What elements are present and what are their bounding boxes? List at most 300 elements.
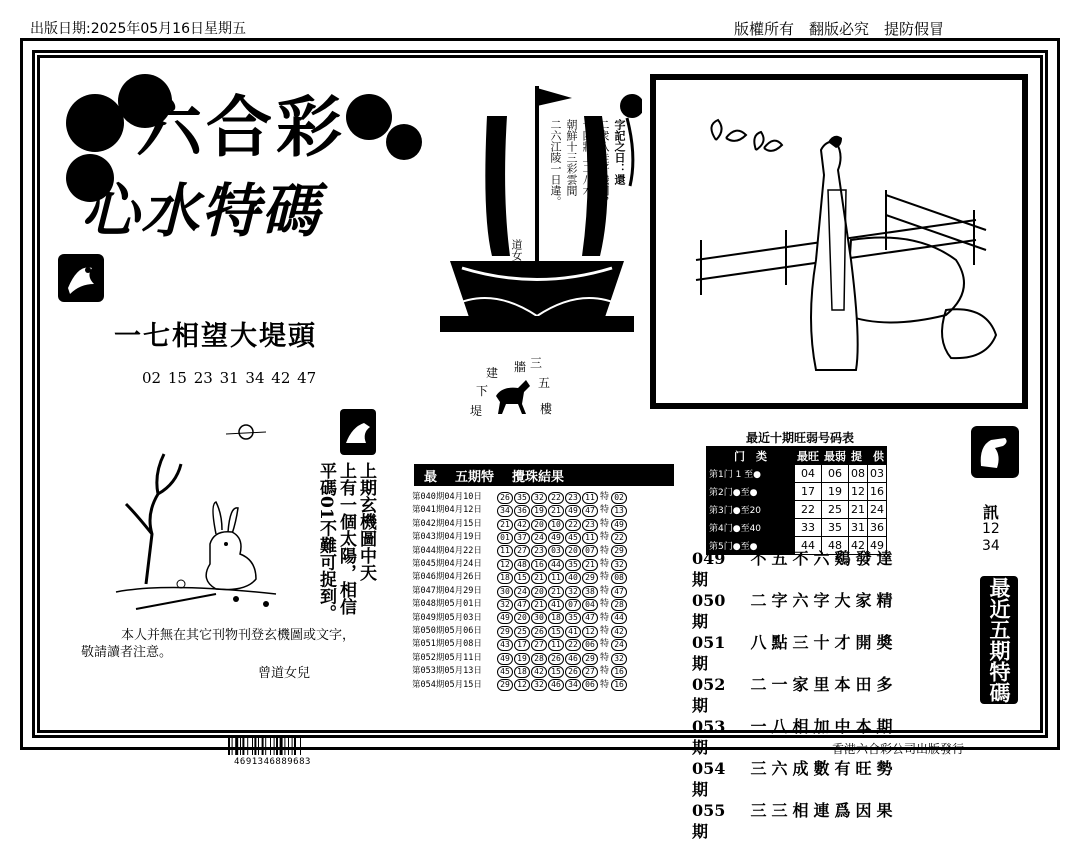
period-row bbox=[692, 674, 895, 716]
special-number: 24 bbox=[611, 639, 627, 651]
special-label: 特 bbox=[600, 652, 610, 663]
period-char: 三 bbox=[792, 633, 809, 652]
period-char: 本 bbox=[855, 717, 872, 736]
period-char: 八 bbox=[750, 633, 767, 652]
hand-icon bbox=[340, 409, 376, 455]
table-row bbox=[707, 519, 887, 537]
period-char: 鷄 bbox=[834, 549, 851, 568]
result-date: 第043期04月19日 bbox=[412, 532, 482, 543]
riddle-char: 樓 bbox=[540, 402, 553, 416]
rabbit-illustration bbox=[106, 414, 306, 614]
special-label: 特 bbox=[600, 559, 610, 570]
result-date: 第048期05月01日 bbox=[412, 599, 482, 610]
riddle-char: 牆 bbox=[514, 360, 527, 374]
ball-number: 21 bbox=[548, 505, 564, 517]
ball-number: 46 bbox=[548, 679, 564, 691]
poem-column: 字記之日：還 bbox=[613, 119, 626, 185]
period-text bbox=[748, 590, 895, 632]
period-char: 三 bbox=[771, 801, 788, 820]
cell-min: 19 bbox=[822, 483, 849, 501]
special-number: 16 bbox=[611, 679, 627, 691]
cell-p1: 12 bbox=[849, 483, 868, 501]
period-char: 不 bbox=[750, 549, 767, 568]
special-label: 特 bbox=[600, 532, 610, 543]
period-char: 十 bbox=[813, 633, 830, 652]
table-header-row bbox=[707, 447, 887, 465]
ball-number: 18 bbox=[548, 612, 564, 624]
period-char: 期 bbox=[876, 717, 893, 736]
results-list bbox=[412, 491, 627, 692]
ball-number: 20 bbox=[565, 545, 581, 557]
ball-number: 10 bbox=[548, 519, 564, 531]
ball-number: 06 bbox=[582, 639, 598, 651]
results-header-part: 攪珠結果 bbox=[512, 469, 565, 485]
ball-number: 21 bbox=[531, 599, 547, 611]
special-label: 特 bbox=[600, 545, 610, 556]
result-row bbox=[412, 665, 627, 678]
ball-number: 35 bbox=[514, 492, 530, 504]
period-char: 才 bbox=[834, 633, 851, 652]
ball-number: 20 bbox=[531, 586, 547, 598]
cell-p2: 36 bbox=[868, 519, 887, 537]
lucky-numbers: 02 15 23 31 34 42 47 bbox=[142, 369, 317, 387]
special-number: 13 bbox=[611, 505, 627, 517]
ball-number: 27 bbox=[582, 666, 598, 678]
side-number: 12 bbox=[982, 521, 1000, 537]
ball-number: 41 bbox=[548, 599, 564, 611]
cell-max: 22 bbox=[795, 501, 822, 519]
ball-number: 49 bbox=[497, 653, 513, 665]
ball-number: 26 bbox=[565, 666, 581, 678]
cell-door: 第4门●至40 bbox=[707, 519, 795, 537]
ball-number: 22 bbox=[565, 639, 581, 651]
ball-number: 11 bbox=[548, 572, 564, 584]
special-label: 特 bbox=[600, 492, 610, 502]
notice bbox=[81, 627, 355, 661]
ball-number: 22 bbox=[565, 519, 581, 531]
period-char: 相 bbox=[792, 717, 809, 736]
table-header: 最弱 bbox=[822, 447, 849, 465]
period-char: 中 bbox=[834, 717, 851, 736]
ball-number: 38 bbox=[582, 586, 598, 598]
ball-number: 47 bbox=[582, 612, 598, 624]
special-label: 特 bbox=[600, 518, 610, 529]
result-row bbox=[412, 504, 627, 517]
ball-number: 30 bbox=[497, 586, 513, 598]
period-row bbox=[692, 590, 895, 632]
results-header-part: 最 bbox=[424, 469, 438, 485]
period-char: 三 bbox=[750, 801, 767, 820]
result-date: 第049期05月03日 bbox=[412, 612, 482, 623]
notice-line: 本人并無在其它刊物刊登玄機圖或文字， bbox=[121, 628, 356, 643]
result-row bbox=[412, 679, 627, 692]
result-row bbox=[412, 545, 627, 558]
cell-p1: 42 bbox=[849, 537, 868, 555]
ball-number: 46 bbox=[565, 653, 581, 665]
result-row bbox=[412, 612, 627, 625]
ball-number: 41 bbox=[565, 626, 581, 638]
result-date: 第051期05月08日 bbox=[412, 639, 482, 650]
ball-number: 26 bbox=[531, 626, 547, 638]
ball-number: 36 bbox=[514, 505, 530, 517]
cell-p2: 24 bbox=[868, 501, 887, 519]
period-char: 不 bbox=[792, 549, 809, 568]
cell-p2: 03 bbox=[868, 465, 887, 483]
ball-number: 49 bbox=[565, 505, 581, 517]
period-row bbox=[692, 632, 895, 674]
table-row bbox=[707, 483, 887, 501]
table-header: 最旺 bbox=[795, 447, 822, 465]
ball-number: 04 bbox=[582, 599, 598, 611]
period-char: 二 bbox=[750, 675, 767, 694]
ball-number: 20 bbox=[514, 612, 530, 624]
period-code: 050期 bbox=[692, 591, 726, 631]
result-row bbox=[412, 638, 627, 651]
period-char: 一 bbox=[771, 675, 788, 694]
cell-min: 25 bbox=[822, 501, 849, 519]
ball-number: 32 bbox=[565, 586, 581, 598]
ball-number: 43 bbox=[497, 639, 513, 651]
period-char: 家 bbox=[792, 675, 809, 694]
special-label: 特 bbox=[600, 639, 610, 650]
ball-number: 49 bbox=[497, 612, 513, 624]
cell-p2: 16 bbox=[868, 483, 887, 501]
period-char: 六 bbox=[771, 759, 788, 778]
period-char: 六 bbox=[792, 591, 809, 610]
period-char: 字 bbox=[813, 591, 830, 610]
period-char: 成 bbox=[792, 759, 809, 778]
ball-number: 44 bbox=[548, 559, 564, 571]
special-label: 特 bbox=[600, 505, 610, 516]
ball-number: 11 bbox=[497, 545, 513, 557]
period-text bbox=[748, 632, 895, 674]
period-code: 053期 bbox=[692, 717, 726, 757]
ball-number: 21 bbox=[497, 519, 513, 531]
riddle-column: 上有一個太陽，相信 bbox=[336, 462, 356, 615]
slogan: 一七相望大堤頭 bbox=[114, 321, 317, 352]
ball-number: 24 bbox=[514, 586, 530, 598]
period-row bbox=[692, 758, 895, 800]
special-number: 49 bbox=[611, 519, 627, 531]
cell-p1: 31 bbox=[849, 519, 868, 537]
ball-number: 19 bbox=[531, 505, 547, 517]
ball-number: 06 bbox=[582, 679, 598, 691]
period-char: 里 bbox=[813, 675, 830, 694]
cell-p2: 49 bbox=[868, 537, 887, 555]
special-label: 特 bbox=[600, 585, 610, 596]
ball-number: 21 bbox=[582, 559, 598, 571]
result-row bbox=[412, 625, 627, 638]
period-char: 五 bbox=[771, 549, 788, 568]
logo-title: 六合彩 bbox=[136, 88, 346, 166]
special-number: 44 bbox=[611, 612, 627, 624]
special-number: 42 bbox=[611, 626, 627, 638]
special-number: 28 bbox=[611, 599, 627, 611]
ball-number: 34 bbox=[565, 679, 581, 691]
ball-number: 12 bbox=[582, 626, 598, 638]
riddle-char: 建 bbox=[486, 366, 499, 380]
hand-pointer-icon bbox=[971, 426, 1019, 478]
ball-number: 34 bbox=[497, 505, 513, 517]
period-row bbox=[692, 800, 895, 842]
table-row bbox=[707, 501, 887, 519]
special-label: 特 bbox=[600, 666, 610, 677]
ball-number: 15 bbox=[548, 666, 564, 678]
poem-column: 二六江陵一日違。 bbox=[549, 119, 562, 207]
period-char: 發 bbox=[855, 549, 872, 568]
period-text bbox=[748, 800, 895, 842]
special-number: 32 bbox=[611, 559, 627, 571]
poem-author: 道女兒 bbox=[510, 239, 523, 272]
result-date: 第046期04月26日 bbox=[412, 572, 482, 583]
table-title: 最近十期旺弱号码表 bbox=[746, 431, 855, 445]
table-row bbox=[707, 465, 887, 483]
ball-number: 22 bbox=[548, 492, 564, 504]
ball-number: 28 bbox=[531, 653, 547, 665]
ball-number: 45 bbox=[497, 666, 513, 678]
result-row bbox=[412, 518, 627, 531]
ball-number: 40 bbox=[565, 572, 581, 584]
ball-number: 12 bbox=[497, 559, 513, 571]
result-date: 第052期05月11日 bbox=[412, 652, 482, 663]
result-date: 第041期04月12日 bbox=[412, 505, 482, 516]
ball-number: 26 bbox=[548, 653, 564, 665]
publisher: 香港六合彩公司出版發行 bbox=[832, 742, 965, 756]
ball-number: 17 bbox=[514, 639, 530, 651]
ball-number: 48 bbox=[514, 559, 530, 571]
decor-circle bbox=[66, 94, 124, 152]
period-char: 相 bbox=[792, 801, 809, 820]
results-header-part: 五期特 bbox=[455, 469, 495, 485]
publish-date: 出版日期:2025年05月16日星期五 bbox=[30, 21, 246, 37]
period-char: 達 bbox=[876, 549, 893, 568]
special-number: 08 bbox=[611, 572, 627, 584]
special-label: 特 bbox=[600, 626, 610, 637]
ball-number: 01 bbox=[497, 532, 513, 544]
cell-min: 48 bbox=[822, 537, 849, 555]
period-char: 連 bbox=[813, 801, 830, 820]
period-char: 字 bbox=[771, 591, 788, 610]
horse-riddle bbox=[466, 354, 566, 424]
result-row bbox=[412, 531, 627, 544]
period-char: 八 bbox=[771, 717, 788, 736]
period-char: 有 bbox=[834, 759, 851, 778]
cell-max: 17 bbox=[795, 483, 822, 501]
cell-min: 06 bbox=[822, 465, 849, 483]
decor-circle bbox=[346, 94, 392, 140]
ball-number: 15 bbox=[514, 572, 530, 584]
ball-number: 37 bbox=[514, 532, 530, 544]
result-date: 第050期05月06日 bbox=[412, 626, 482, 637]
ball-number: 21 bbox=[531, 572, 547, 584]
ball-number: 16 bbox=[531, 559, 547, 571]
ball-number: 47 bbox=[514, 599, 530, 611]
result-date: 第053期05月13日 bbox=[412, 666, 482, 677]
period-char: 數 bbox=[813, 759, 830, 778]
ball-number: 23 bbox=[582, 519, 598, 531]
ball-number: 15 bbox=[548, 626, 564, 638]
ball-number: 47 bbox=[582, 505, 598, 517]
riddle-char: 下 bbox=[476, 384, 489, 398]
ball-number: 29 bbox=[497, 679, 513, 691]
table-header: 提 供 bbox=[849, 447, 887, 465]
side-info bbox=[982, 504, 1000, 555]
period-row bbox=[692, 548, 895, 590]
period-char: 六 bbox=[813, 549, 830, 568]
cell-door: 第1门 1 至● bbox=[707, 465, 795, 483]
result-date: 第040期04月10日 bbox=[412, 492, 482, 502]
cell-max: 44 bbox=[795, 537, 822, 555]
ball-number: 45 bbox=[565, 532, 581, 544]
ball-number: 21 bbox=[548, 586, 564, 598]
result-date: 第054期05月15日 bbox=[412, 679, 482, 690]
ball-number: 29 bbox=[582, 572, 598, 584]
ball-number: 19 bbox=[514, 653, 530, 665]
ball-number: 27 bbox=[531, 639, 547, 651]
copyright-notice: 版權所有 翻版必究 提防假冒 bbox=[734, 20, 945, 38]
period-text bbox=[748, 758, 895, 800]
table-header: 门 类 bbox=[707, 447, 795, 465]
signature: 曾道女兒 bbox=[258, 666, 311, 681]
special-label: 特 bbox=[600, 572, 610, 583]
result-row bbox=[412, 652, 627, 665]
ball-number: 29 bbox=[582, 653, 598, 665]
ball-number: 11 bbox=[582, 492, 598, 504]
period-char: 一 bbox=[750, 717, 767, 736]
ball-number: 07 bbox=[565, 599, 581, 611]
ball-number: 25 bbox=[514, 626, 530, 638]
cell-door: 第5门●至● bbox=[707, 537, 795, 555]
cell-max: 33 bbox=[795, 519, 822, 537]
ball-number: 11 bbox=[548, 639, 564, 651]
bird-icon bbox=[58, 254, 104, 302]
period-char: 開 bbox=[855, 633, 872, 652]
period-char: 多 bbox=[876, 675, 893, 694]
period-char: 爲 bbox=[834, 801, 851, 820]
ball-number: 03 bbox=[548, 545, 564, 557]
side-banner: 最近五期特碼诗 bbox=[980, 576, 1018, 704]
ball-number: 49 bbox=[548, 532, 564, 544]
period-char: 田 bbox=[855, 675, 872, 694]
riddle-char: 五 bbox=[538, 376, 551, 390]
result-row bbox=[412, 558, 627, 571]
special-number: 02 bbox=[611, 492, 627, 504]
poem-column: 二衆八桂好機圖， bbox=[597, 119, 610, 207]
result-date: 第042期04月15日 bbox=[412, 518, 482, 529]
cell-min: 35 bbox=[822, 519, 849, 537]
period-char: 三 bbox=[750, 759, 767, 778]
period-char: 點 bbox=[771, 633, 788, 652]
cell-p1: 21 bbox=[849, 501, 868, 519]
result-date: 第045期04月24日 bbox=[412, 559, 482, 570]
ball-number: 11 bbox=[582, 532, 598, 544]
hilo-table bbox=[706, 446, 887, 555]
result-date: 第047期04月29日 bbox=[412, 585, 482, 596]
ball-number: 30 bbox=[531, 612, 547, 624]
cell-door: 第2门●至● bbox=[707, 483, 795, 501]
ball-number: 18 bbox=[497, 572, 513, 584]
ball-number: 23 bbox=[565, 492, 581, 504]
period-char: 因 bbox=[855, 801, 872, 820]
ball-number: 32 bbox=[497, 599, 513, 611]
period-code: 049期 bbox=[692, 549, 726, 589]
ball-number: 29 bbox=[497, 626, 513, 638]
ball-number: 12 bbox=[514, 679, 530, 691]
ball-number: 42 bbox=[531, 666, 547, 678]
horse-icon bbox=[492, 376, 536, 416]
lady-painting bbox=[650, 74, 1028, 409]
ball-number: 27 bbox=[514, 545, 530, 557]
side-label: 訊 bbox=[982, 503, 999, 522]
ball-number: 35 bbox=[565, 559, 581, 571]
special-label: 特 bbox=[600, 612, 610, 623]
ship-poem bbox=[496, 119, 626, 259]
result-row bbox=[412, 585, 627, 598]
period-code: 051期 bbox=[692, 633, 726, 673]
riddle-text bbox=[316, 462, 376, 622]
barcode-number: 4691346889683 bbox=[234, 757, 311, 767]
special-label: 特 bbox=[600, 679, 610, 690]
riddle-column: 平碼01不難可捉到。 bbox=[316, 462, 336, 622]
results-header bbox=[414, 464, 674, 486]
period-char: 旺 bbox=[855, 759, 872, 778]
special-number: 29 bbox=[611, 545, 627, 557]
period-char: 勢 bbox=[876, 759, 893, 778]
ball-number: 35 bbox=[565, 612, 581, 624]
special-number: 16 bbox=[611, 666, 627, 678]
notice-line: 敬請讀者注意。 bbox=[81, 645, 173, 660]
special-number: 32 bbox=[611, 653, 627, 665]
ball-number: 32 bbox=[531, 679, 547, 691]
period-text bbox=[748, 548, 895, 590]
cell-max: 04 bbox=[795, 465, 822, 483]
riddle-column: 上期玄機圖中天 bbox=[356, 462, 376, 581]
period-code: 054期 bbox=[692, 759, 726, 799]
special-number: 22 bbox=[611, 532, 627, 544]
special-number: 47 bbox=[611, 586, 627, 598]
period-code: 055期 bbox=[692, 801, 726, 841]
ball-number: 32 bbox=[531, 492, 547, 504]
result-row bbox=[412, 598, 627, 611]
period-char: 精 bbox=[876, 591, 893, 610]
period-char: 二 bbox=[750, 591, 767, 610]
period-char: 加 bbox=[813, 717, 830, 736]
ball-number: 26 bbox=[497, 492, 513, 504]
result-row bbox=[412, 571, 627, 584]
logo-subtitle: 心水特碼 bbox=[81, 177, 322, 245]
special-label: 特 bbox=[600, 599, 610, 610]
cell-door: 第3门●至20 bbox=[707, 501, 795, 519]
period-char: 果 bbox=[876, 801, 893, 820]
result-row bbox=[412, 491, 627, 504]
period-code: 052期 bbox=[692, 675, 726, 715]
ball-number: 18 bbox=[514, 666, 530, 678]
cell-p1: 08 bbox=[849, 465, 868, 483]
riddle-char: 堤 bbox=[470, 404, 483, 418]
ball-number: 07 bbox=[582, 545, 598, 557]
result-date: 第044期04月22日 bbox=[412, 545, 482, 556]
period-poems bbox=[692, 548, 895, 842]
ball-number: 20 bbox=[531, 519, 547, 531]
period-char: 大 bbox=[834, 591, 851, 610]
period-char: 本 bbox=[834, 675, 851, 694]
side-number: 34 bbox=[982, 538, 1000, 554]
poem-column: 十四牆上二八木。 bbox=[581, 119, 594, 207]
ball-number: 42 bbox=[514, 519, 530, 531]
ball-number: 24 bbox=[531, 532, 547, 544]
period-char: 家 bbox=[855, 591, 872, 610]
decor-circle bbox=[386, 124, 422, 160]
